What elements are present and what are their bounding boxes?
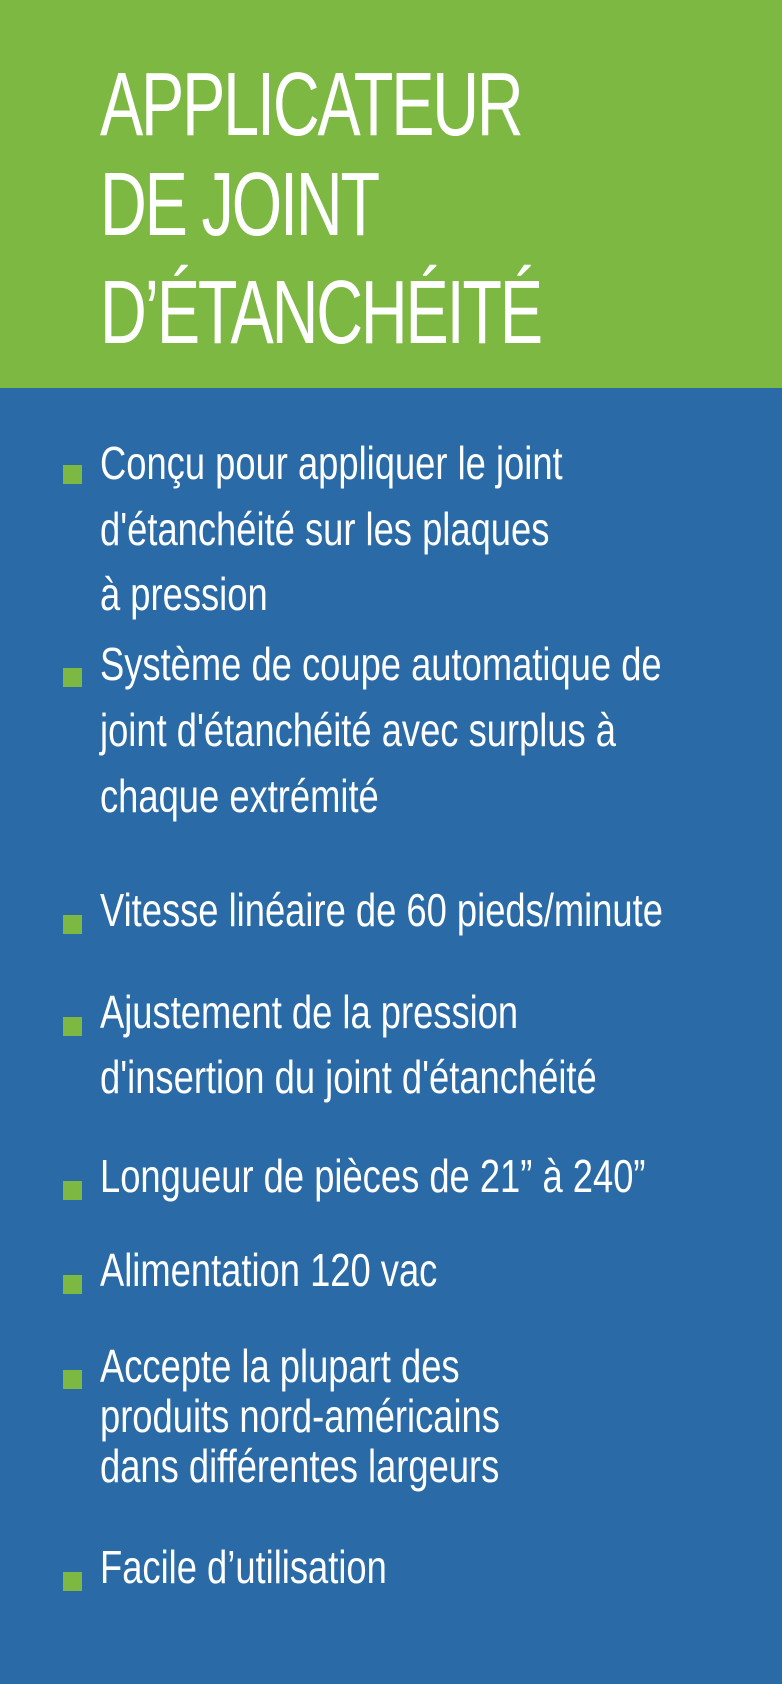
bullet-icon	[63, 1275, 82, 1294]
feature-8-line-1: Facile d’utilisation	[100, 1541, 387, 1593]
feature-7-line-3: dans différentes largeurs	[100, 1440, 500, 1492]
feature-5-line-1: Longueur de pièces de 21” à 240”	[100, 1150, 646, 1202]
feature-2-line-2: joint d'étanchéité avec surplus à	[100, 704, 617, 756]
title-banner	[0, 0, 782, 388]
bullet-icon	[63, 1017, 82, 1036]
feature-1-line-2: d'étanchéité sur les plaques	[100, 503, 550, 555]
feature-7-line-2: produits nord-américains	[100, 1390, 500, 1442]
bullet-icon	[63, 668, 82, 687]
feature-1-line-1: Conçu pour appliquer le joint	[100, 437, 563, 489]
feature-1-line-3: à pression	[100, 568, 268, 620]
title-line-3: D’ÉTANCHÉITÉ	[100, 263, 541, 363]
feature-6-line-1: Alimentation 120 vac	[100, 1244, 438, 1296]
feature-2-line-3: chaque extrémité	[100, 770, 379, 822]
bullet-icon	[63, 1370, 82, 1389]
feature-3-line-1: Vitesse linéaire de 60 pieds/minute	[100, 884, 663, 936]
feature-2-line-1: Système de coupe automatique de	[100, 638, 662, 690]
feature-4-line-1: Ajustement de la pression	[100, 986, 519, 1038]
bullet-icon	[63, 465, 82, 484]
bullet-icon	[63, 1181, 82, 1200]
bullet-icon	[63, 915, 82, 934]
feature-list	[0, 388, 782, 1684]
bullet-icon	[63, 1572, 82, 1591]
feature-7-line-1: Accepte la plupart des	[100, 1340, 460, 1392]
feature-4-line-2: d'insertion du joint d'étanchéité	[100, 1051, 597, 1103]
title-line-2: DE JOINT	[100, 155, 378, 255]
title-line-1: APPLICATEUR	[100, 55, 522, 155]
